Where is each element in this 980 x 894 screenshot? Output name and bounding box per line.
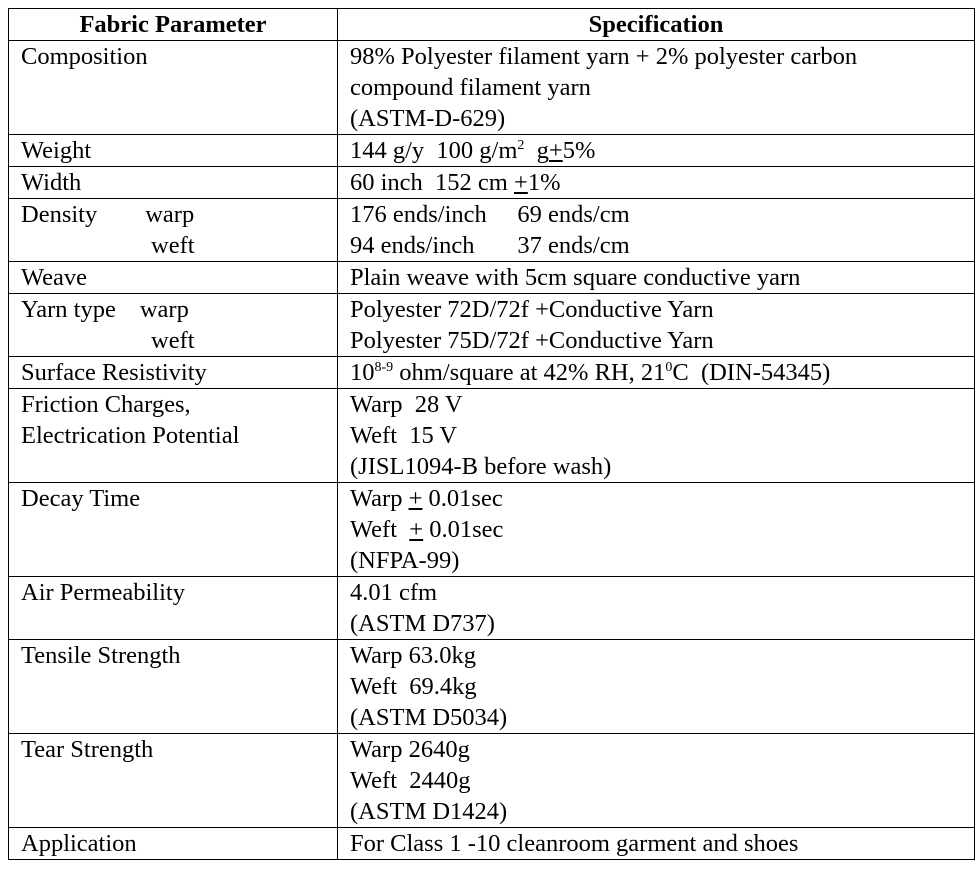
param-label: Composition (21, 43, 148, 70)
param-cell (9, 389, 338, 483)
param-label: Friction Charges, (21, 391, 191, 418)
spec-line: Warp 28 V (350, 391, 463, 418)
header-row (9, 9, 975, 41)
spec-cell (338, 828, 975, 860)
spec-line: 176 ends/inch 69 ends/cm (350, 201, 630, 228)
param-label: Air Permeability (21, 579, 185, 606)
spec-line: 4.01 cfm (350, 579, 438, 606)
param-label: Tensile Strength (21, 642, 181, 669)
spec-line (350, 357, 966, 388)
spec-cell (338, 357, 975, 389)
param-cell (9, 41, 338, 135)
row-weave (9, 262, 975, 294)
spec-text: 0.01sec (422, 485, 503, 512)
sub-label-weft: weft (151, 327, 195, 354)
fabric-spec-table (8, 8, 975, 860)
row-surface-resistivity (9, 357, 975, 389)
param-cell (9, 640, 338, 734)
spec-cell (338, 294, 975, 357)
spec-cell (338, 483, 975, 577)
sub-label-weft: weft (151, 232, 195, 259)
spec-text: C (DIN-54345) (672, 359, 831, 386)
spec-line: 98% Polyester filament yarn + 2% polyester carbon (350, 43, 858, 70)
sub-label-warp: warp (145, 201, 195, 228)
row-decay-time (9, 483, 975, 577)
sub-label-warp: warp (139, 296, 189, 323)
param-label: Surface Resistivity (21, 359, 207, 386)
spec-cell (338, 389, 975, 483)
param-cell (9, 734, 338, 828)
spec-cell (338, 167, 975, 199)
spec-line: (ASTM D737) (350, 610, 495, 637)
spec-cell (338, 199, 975, 262)
param-label-line (21, 294, 329, 325)
spec-text: 144 g/y 100 g/m (350, 137, 518, 164)
spec-text: 0.01sec (423, 516, 504, 543)
row-yarn-type (9, 294, 975, 357)
plus-minus-sign: + (514, 169, 528, 196)
spec-line: Weft 15 V (350, 422, 458, 449)
param-label: Width (21, 169, 82, 196)
spec-cell (338, 135, 975, 167)
spec-line: 94 ends/inch 37 ends/cm (350, 232, 630, 259)
param-label: Electrication Potential (21, 422, 240, 449)
plus-minus-sign: + (548, 137, 563, 164)
param-label: Weave (21, 264, 88, 291)
param-label: Tear Strength (21, 736, 154, 763)
spec-cell (338, 262, 975, 294)
param-cell (9, 262, 338, 294)
spec-text: Warp (350, 485, 409, 512)
superscript: 8-9 (374, 359, 394, 375)
param-cell (9, 167, 338, 199)
row-width (9, 167, 975, 199)
row-air-permeability (9, 577, 975, 640)
spec-line (350, 483, 966, 514)
param-label: Weight (21, 137, 92, 164)
row-weight (9, 135, 975, 167)
spec-line: (ASTM-D-629) (350, 105, 506, 132)
param-cell (9, 483, 338, 577)
spec-line: Weft 2440g (350, 767, 471, 794)
row-application (9, 828, 975, 860)
spec-line (350, 167, 966, 198)
row-density (9, 199, 975, 262)
param-cell (9, 199, 338, 262)
header-fabric-parameter: Fabric Parameter (9, 9, 338, 41)
spec-line: Polyester 72D/72f +Conductive Yarn (350, 296, 714, 323)
row-composition (9, 41, 975, 135)
row-friction-charges (9, 389, 975, 483)
superscript: 0 (665, 359, 673, 375)
spec-line: Warp 63.0kg (350, 642, 476, 669)
spec-text: 10 (350, 359, 375, 386)
spec-cell (338, 640, 975, 734)
param-label: Decay Time (21, 485, 141, 512)
param-cell (9, 828, 338, 860)
plus-minus-sign: + (408, 485, 423, 512)
param-label-line (21, 199, 329, 230)
row-tear-strength (9, 734, 975, 828)
spec-cell (338, 734, 975, 828)
spec-text: 1% (527, 169, 561, 196)
superscript: 2 (517, 137, 525, 153)
spec-text: 5% (562, 137, 596, 164)
header-specification: Specification (338, 9, 975, 41)
row-tensile-strength (9, 640, 975, 734)
spec-text: Weft (350, 516, 410, 543)
spec-text: g (524, 137, 549, 164)
param-cell (9, 135, 338, 167)
param-cell (9, 577, 338, 640)
spec-line: compound filament yarn (350, 74, 591, 101)
spec-line: Polyester 75D/72f +Conductive Yarn (350, 327, 714, 354)
spec-line: For Class 1 -10 cleanroom garment and shoes (350, 830, 799, 857)
spec-line: Weft 69.4kg (350, 673, 477, 700)
spec-text: ohm/square at 42% RH, 21 (393, 359, 666, 386)
spec-text: 60 inch 152 cm (350, 169, 514, 196)
param-cell (9, 294, 338, 357)
param-label: Yarn type (21, 296, 116, 323)
param-cell (9, 357, 338, 389)
spec-line: (JISL1094-B before wash) (350, 453, 612, 480)
spec-line: (ASTM D5034) (350, 704, 508, 731)
spec-line: Plain weave with 5cm square conductive yarn (350, 264, 801, 291)
spec-cell (338, 41, 975, 135)
spec-line: Warp 2640g (350, 736, 470, 763)
spec-line (350, 514, 966, 545)
param-label: Application (21, 830, 137, 857)
spec-line: (ASTM D1424) (350, 798, 508, 825)
plus-minus-sign: + (409, 516, 424, 543)
spec-line (350, 135, 966, 166)
param-label: Density (21, 201, 98, 228)
spec-cell (338, 577, 975, 640)
spec-line: (NFPA-99) (350, 547, 460, 574)
